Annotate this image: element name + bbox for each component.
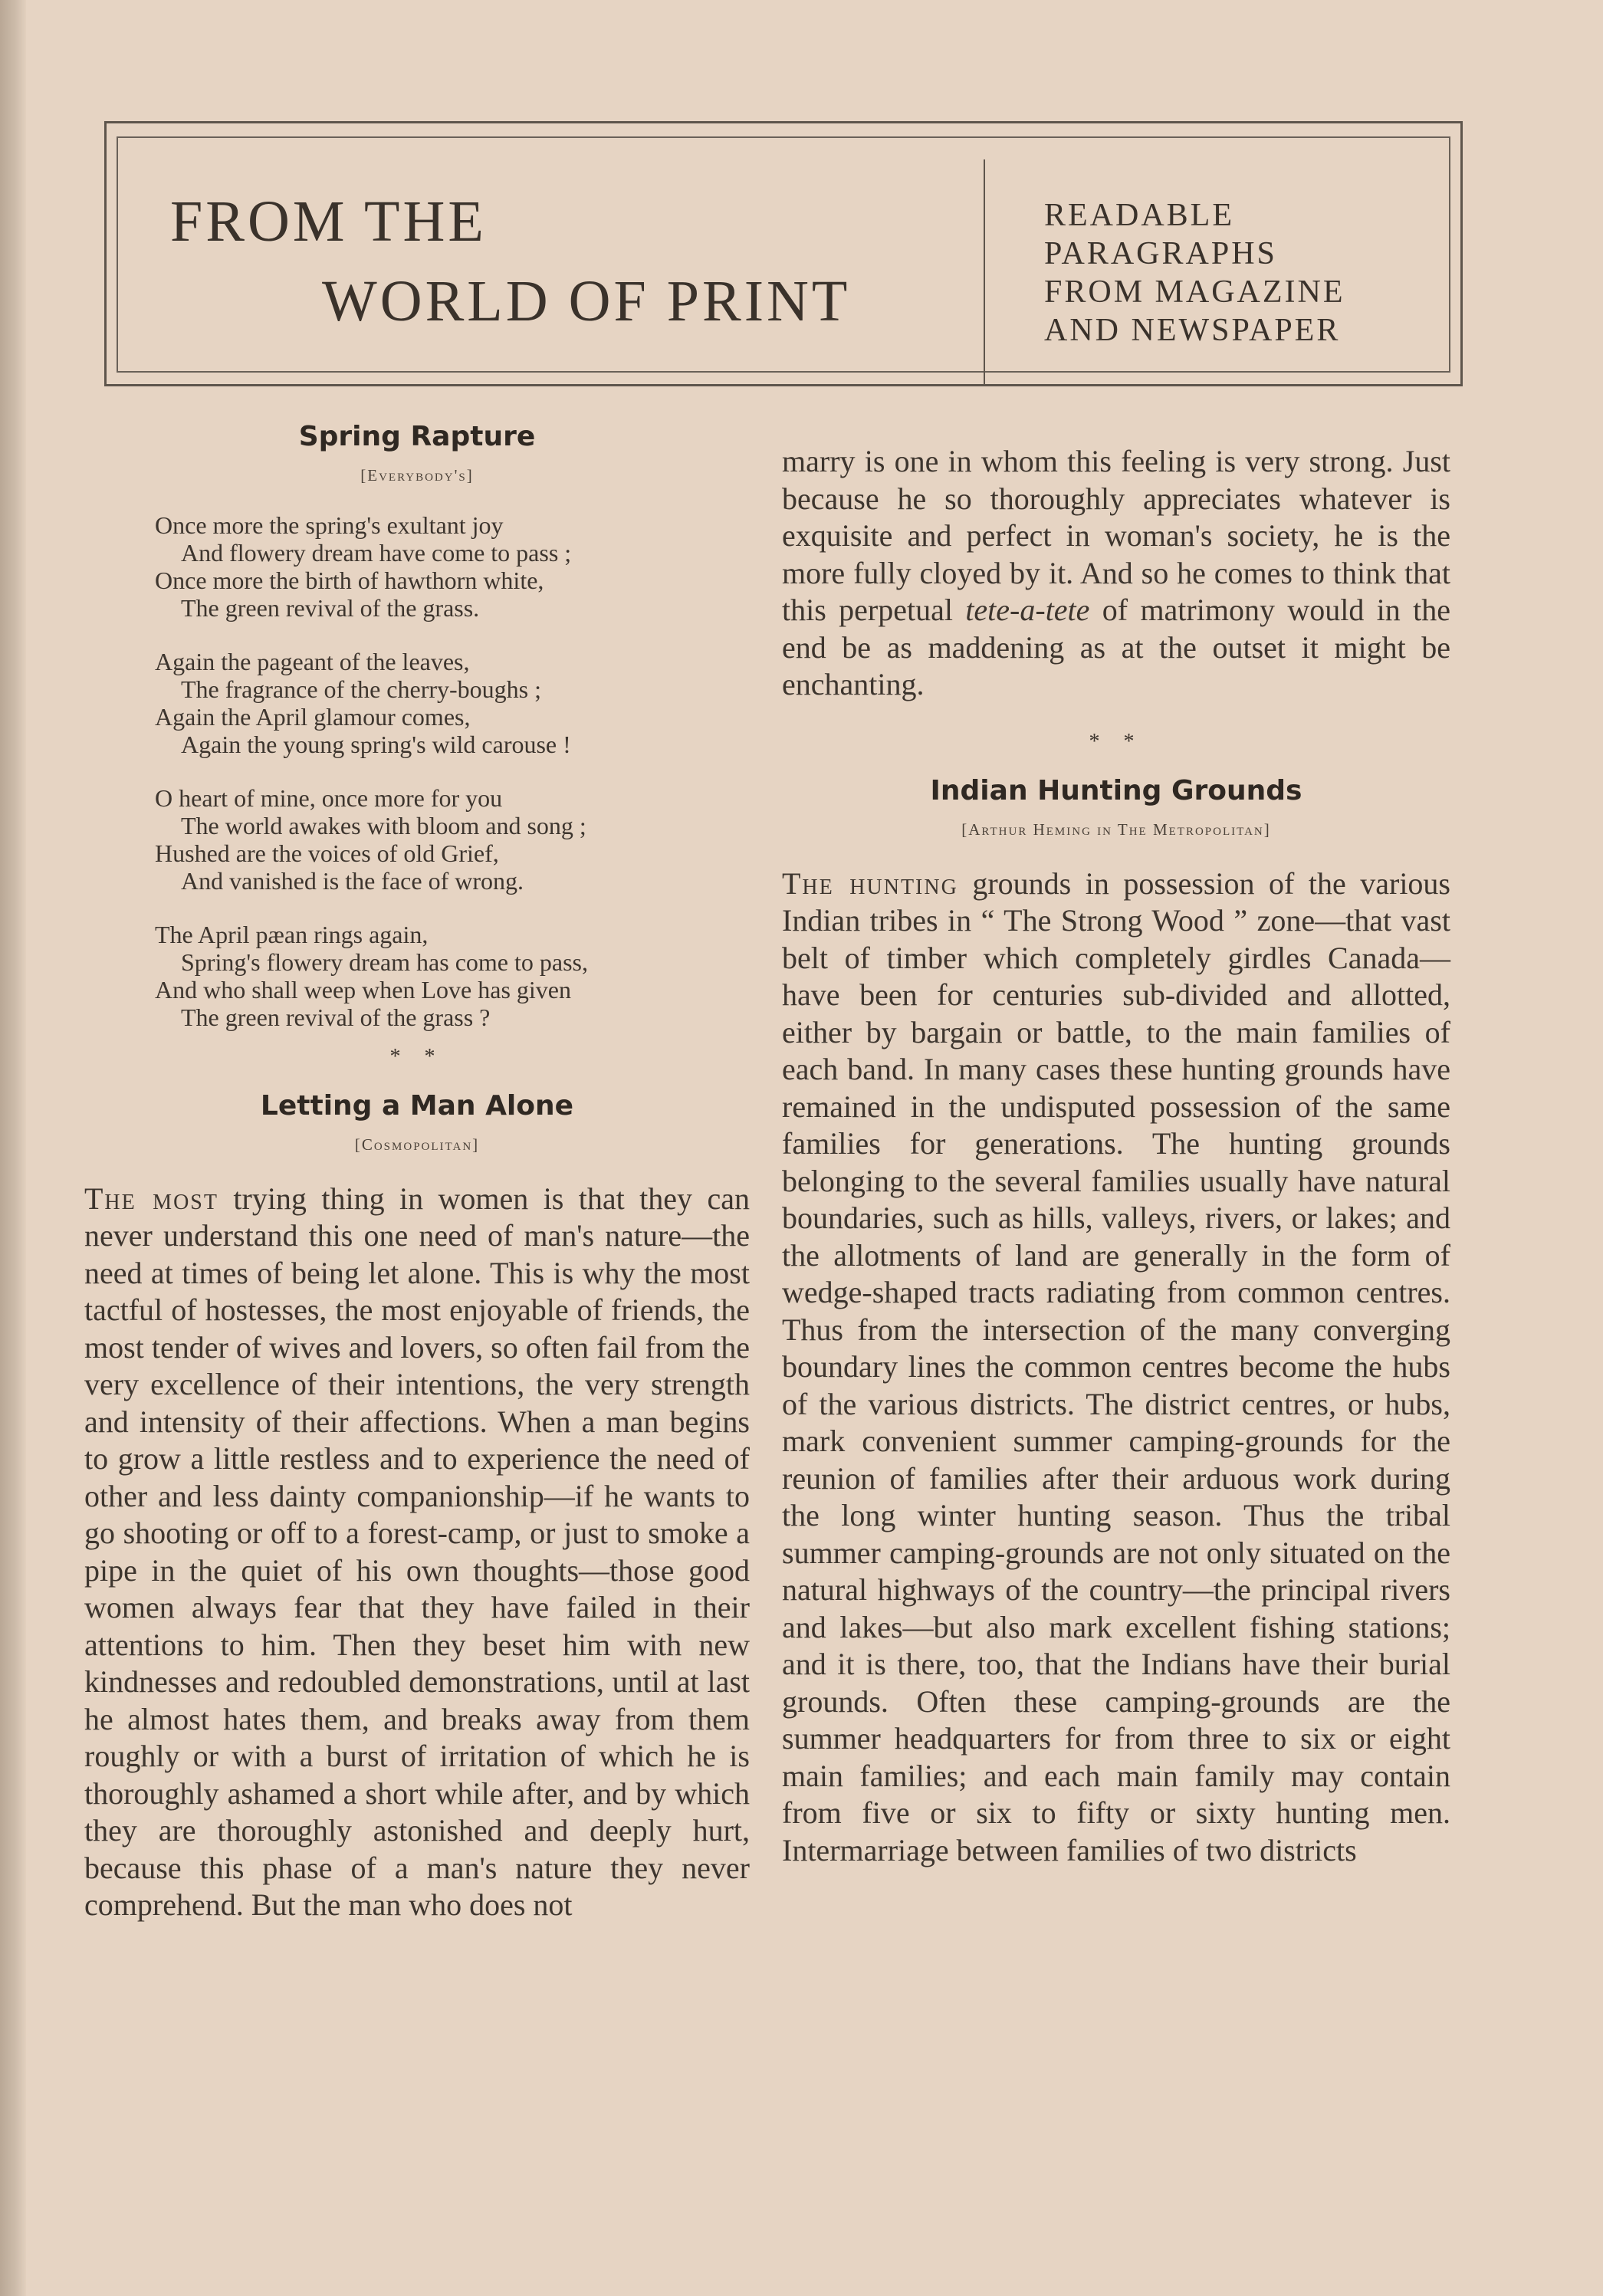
poem-line: Hushed are the voices of old Grief, <box>155 839 499 867</box>
article-title-spring-rapture: Spring Rapture <box>298 421 536 452</box>
poem-stanza <box>155 784 750 895</box>
article-title-indian-hunting-grounds: Indian Hunting Grounds <box>930 775 1302 806</box>
poem-line: O heart of mine, once more for you <box>155 783 503 812</box>
article-paragraph <box>84 1181 750 1924</box>
section-separator: * * <box>1089 729 1144 754</box>
article-title-letting-a-man-alone: Letting a Man Alone <box>260 1090 574 1122</box>
subtitle-line: READABLE <box>1044 198 1234 233</box>
poem-line: And flowery dream have come to pass ; <box>181 538 572 567</box>
poem-line: Spring's flowery dream has come to pass, <box>181 948 588 976</box>
poem-line: The world awakes with bloom and song ; <box>181 811 586 839</box>
article-paragraph <box>782 443 1450 704</box>
poem-line: Once more the spring's exultant joy <box>155 511 504 539</box>
poem-line: Again the young spring's wild carouse ! <box>181 730 571 758</box>
poem-line: Again the pageant of the leaves, <box>155 647 470 675</box>
lead-small-caps: The hunting <box>782 866 958 901</box>
left-column <box>84 420 750 1924</box>
section-subtitle <box>1044 196 1427 350</box>
article-source: [Everybody's] <box>360 466 474 484</box>
poem-line: The fragrance of the cherry-boughs ; <box>181 675 541 703</box>
article-source: [Cosmopolitan] <box>354 1135 480 1154</box>
poem-stanza <box>155 648 750 758</box>
subtitle-line: AND NEWSPAPER <box>1044 313 1341 348</box>
poem-line: And who shall weep when Love has given <box>155 975 571 1003</box>
section-separator: * * <box>389 1044 445 1069</box>
paragraph-text: trying thing in women is that they can never understand this one need of man's nature—the need at times of being let alone. This is why the most tactful of hostesses, the most enjoyable of friends, the most tender of wives and lovers, so often fail from the very excellence of their intentions, the very strength and intensity of their affections. When a man begins to grow a little restless and to experience the need of other and less dainty companionship—if he wants to go shooting or off to a forest-camp, or just to smoke a pipe in the quiet of his own thoughts—those good women always fear that they have failed in their attentions to him. Then they beset him with new kindnesses and redoubled demonstrations, until at last he almost hates them, and breaks away from them roughly or with a burst of irritation of which he is thoroughly ashamed a short while after, and by which they are thoroughly astonished and deeply hurt, because this phase of a man's nature they never comprehend. But the man who does not <box>84 1181 750 1922</box>
poem-line: Once more the birth of hawthorn white, <box>155 566 544 594</box>
poem-line: The green revival of the grass. <box>181 593 480 622</box>
section-title-line-2: WORLD OF PRINT <box>322 269 851 333</box>
paragraph-text: grounds in possession of the various Indian tribes in “ The Strong Wood ” zone—that vast belt of timber which completely girdles Canada—have been for centuries sub-divided and allotted, either by bargain or battle, to the main families of each band. In many cases these hunting grounds have remained in the undisputed possession of the same families for generations. The hunting grounds belonging to the several families usually have natural boundaries, such as hills, valleys, rivers, or lakes; and the allotments of land are generally in the form of wedge-shaped tracts radiating from common centres. Thus from the intersection of the many converging boundary lines the common centres become the hubs of the various districts. The district centres, or hubs, mark convenient summer camping-grounds for the reunion of families after their arduous work during the long winter hunting season. Thus the tribal summer camping-grounds are not only situated on the natural highways of the country—the principal rivers and lakes—but also mark excellent fishing stations; and it is there, too, that the Indians have their burial grounds. Often these camping-grounds are the summer headquarters for from three to six or eight main families; and each main family may contain from five or six to fifty or sixty hunting men. Intermarriage between families of two districts <box>782 866 1450 1867</box>
poem-stanza <box>155 921 750 1031</box>
subtitle-line: PARAGRAPHS <box>1044 236 1277 271</box>
poem-line: The April pæan rings again, <box>155 920 429 948</box>
right-column <box>782 443 1450 1869</box>
poem-line: Again the April glamour comes, <box>155 702 471 731</box>
article-body <box>782 866 1450 1870</box>
paragraph-text: of matrimony would in the end be as maddening as at the outset it might be enchanting. <box>782 593 1451 701</box>
article-source: [Arthur Heming in The Metropolitan] <box>961 820 1271 839</box>
header-divider <box>984 159 985 386</box>
poem-line: And vanished is the face of wrong. <box>181 866 524 895</box>
article-paragraph <box>782 866 1450 1870</box>
page-spine-shadow <box>0 0 26 2296</box>
article-continuation <box>782 443 1450 704</box>
poem-stanza <box>155 511 750 622</box>
article-body <box>84 1181 750 1924</box>
paragraph-text: marry is one in whom this feeling is very strong. Just because he so thoroughly appreciates whatever is exquisite and perfect in woman's society, he is the more fully cloyed by it. And so he comes to think that this perpetual <box>782 444 1450 627</box>
poem-spring-rapture <box>84 511 750 1031</box>
poem-line: The green revival of the grass ? <box>181 1003 491 1031</box>
italic-phrase: tete-a-tete <box>965 593 1090 627</box>
section-title-line-1: FROM THE <box>170 189 487 254</box>
subtitle-line: FROM MAGAZINE <box>1044 274 1345 310</box>
lead-small-caps: The most <box>84 1181 218 1216</box>
